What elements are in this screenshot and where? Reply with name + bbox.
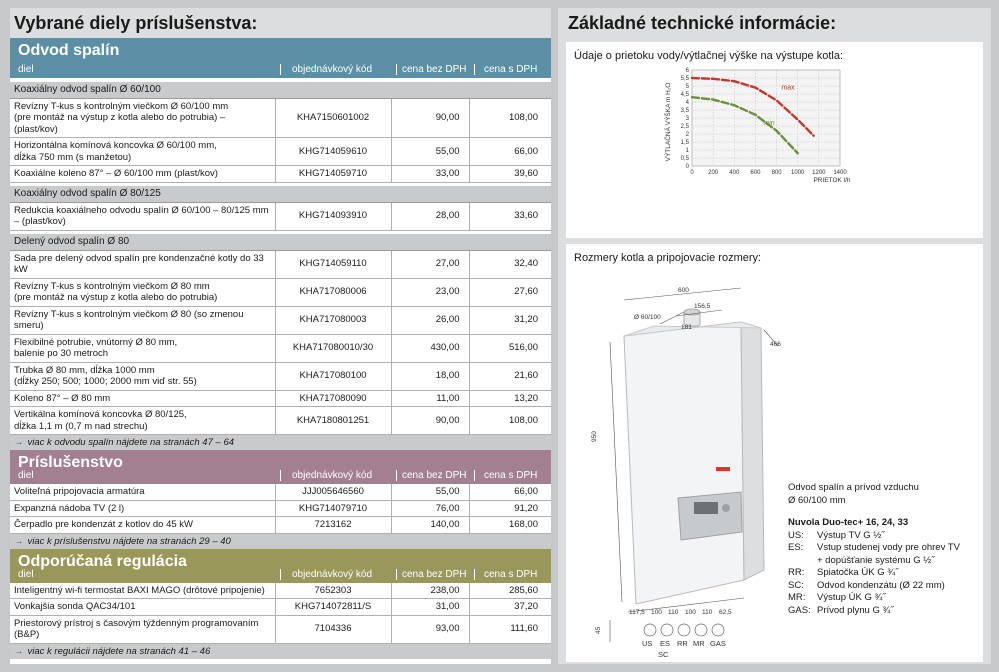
dim-width: 600 <box>678 287 689 294</box>
legend-row <box>788 567 983 580</box>
table-row <box>10 138 551 166</box>
x-tick-label: 1200 <box>812 170 826 176</box>
group-header: Koaxiálny odvod spalín Ø 80/125 <box>10 186 551 202</box>
price-gross: 37,20 <box>469 599 551 616</box>
order-code: KHA717080003 <box>275 306 391 334</box>
section-header <box>10 38 551 78</box>
price-gross: 285,60 <box>469 583 551 599</box>
connector-label: RR <box>677 639 688 648</box>
arrow-right-icon: → <box>14 645 24 657</box>
bottom-dim-label: 62,5 <box>719 609 732 616</box>
x-tick-label: 400 <box>729 170 740 176</box>
table-row <box>10 615 551 643</box>
y-tick-label: 3,5 <box>680 108 689 114</box>
price-gross: 516,00 <box>469 334 551 362</box>
dim-offset2: 181 <box>681 324 692 331</box>
price-net: 18,00 <box>391 362 469 390</box>
order-code: KHG714072811/S <box>275 599 391 616</box>
y-axis-label: VÝTLAČNÁ VÝŠKA m H₂O <box>665 82 672 162</box>
connector-label: SC <box>658 650 669 659</box>
x-tick-label: 1400 <box>833 170 847 176</box>
price-net: 76,00 <box>391 500 469 517</box>
price-net: 238,00 <box>391 583 469 599</box>
boiler-side <box>741 322 764 580</box>
price-gross: 21,60 <box>469 362 551 390</box>
section-columns <box>10 468 551 484</box>
price-net: 33,00 <box>391 166 469 183</box>
control-knob <box>722 504 730 512</box>
y-tick-label: 4 <box>685 100 689 106</box>
section-header <box>10 450 551 484</box>
part-name: Revízny T-kus s kontrolným viečkom Ø 80 mm (pre montáž na výstup z kotla alebo do potrubia) <box>10 278 275 306</box>
part-name: Vonkajšia sonda QAC34/101 <box>10 599 275 616</box>
legend-items <box>788 530 983 618</box>
table-row <box>10 599 551 616</box>
bottom-dim-label: 110 <box>702 609 713 616</box>
x-tick-label: 200 <box>708 170 719 176</box>
section-title: Odporúčaná regulácia <box>18 552 187 570</box>
price-net: 93,00 <box>391 615 469 643</box>
price-net: 23,00 <box>391 278 469 306</box>
connector-port <box>661 624 673 636</box>
price-gross: 111,60 <box>469 615 551 643</box>
legend-row <box>788 580 983 593</box>
part-name: Expanzná nádoba TV (2 l) <box>10 500 275 517</box>
order-code: 7652303 <box>275 583 391 599</box>
accessories-title: Vybrané diely príslušenstva: <box>10 8 551 38</box>
price-gross: 66,00 <box>469 138 551 166</box>
price-gross: 66,00 <box>469 484 551 500</box>
legend-key: ES: <box>788 542 804 553</box>
table-row <box>10 202 551 230</box>
part-name: Redukcia koaxiálneho odvodu spalín Ø 60/100 – 80/125 mm – (plast/kov) <box>10 202 275 230</box>
part-name: Priestorový prístroj s časovým týždenným programovaním (B&P) <box>10 615 275 643</box>
dimensions-caption: Rozmery kotla a pripojovacie rozmery: <box>574 252 762 264</box>
part-name: Horizontálna komínová koncovka Ø 60/100 mm, dĺžka 750 mm (s manžetou) <box>10 138 275 166</box>
price-gross: 31,20 <box>469 306 551 334</box>
legend-key: GAS: <box>788 604 811 616</box>
legend-key: US: <box>788 529 804 541</box>
y-tick-label: 5,5 <box>680 76 689 82</box>
price-net: 26,00 <box>391 306 469 334</box>
price-gross: 108,00 <box>469 98 551 138</box>
part-name: Vertikálna komínová koncovka Ø 80/125, dĺžka 1,1 m (0,7 m nad strechu) <box>10 407 275 435</box>
col-code: objednávkový kód <box>292 470 373 481</box>
part-name: Flexibilné potrubie, vnútorný Ø 80 mm, balenie po 30 metroch <box>10 334 275 362</box>
price-gross: 32,40 <box>469 250 551 278</box>
series-label: max <box>781 84 795 92</box>
price-net: 55,00 <box>391 484 469 500</box>
table-row <box>10 98 551 138</box>
flow-head-chart <box>566 62 983 238</box>
more-link[interactable]: → viac k príslušenstvu nájdete na stranách 29 – 40 <box>10 534 551 549</box>
boiler-front <box>624 322 744 604</box>
col-net: cena bez DPH <box>402 568 467 580</box>
col-part: diel <box>18 568 34 580</box>
table-row <box>10 407 551 435</box>
connector-label: US <box>642 639 653 648</box>
section-columns <box>10 62 551 78</box>
price-gross: 27,60 <box>469 278 551 306</box>
price-gross: 33,60 <box>469 202 551 230</box>
display <box>694 502 718 514</box>
x-axis-label: PRIETOK l/h <box>813 177 851 184</box>
y-tick-label: 6 <box>685 68 689 74</box>
table-row <box>10 517 551 534</box>
y-tick-label: 1 <box>685 148 689 154</box>
bottom-dim-label: 100 <box>651 609 662 616</box>
y-tick-label: 4,5 <box>680 92 689 98</box>
order-code: KHG714059610 <box>275 138 391 166</box>
legend-row <box>788 530 983 543</box>
price-net: 90,00 <box>391 98 469 138</box>
order-code: KHG714093910 <box>275 202 391 230</box>
order-code: JJJ005646560 <box>275 484 391 500</box>
col-part: diel <box>18 470 34 481</box>
part-name: Revízny T-kus s kontrolným viečkom Ø 60/100 mm (pre montáž na výstup z kotla alebo do potrubia) – (plast/kov) <box>10 98 275 138</box>
legend-key: SC: <box>788 579 804 591</box>
col-part: diel <box>18 64 34 75</box>
dim-diameter: Ø 60/100 <box>634 314 661 321</box>
col-net: cena bez DPH <box>402 470 467 481</box>
part-name: Trubka Ø 80 mm, dĺžka 1000 mm (dĺžky 250; 500; 1000; 2000 mm viď str. 55) <box>10 362 275 390</box>
y-tick-label: 0 <box>685 164 689 170</box>
part-name: Revízny T-kus s kontrolným viečkom Ø 80 (so zmenou smeru) <box>10 306 275 334</box>
series-label: min <box>763 119 775 127</box>
connector-port <box>712 624 724 636</box>
legend-row <box>788 542 983 567</box>
x-tick-label: 800 <box>771 170 782 176</box>
part-name: Sada pre delený odvod spalín pre kondenzačné kotly do 33 kW <box>10 250 275 278</box>
legend-value: Výstup TV G ½˝ <box>817 529 885 541</box>
table-row <box>10 334 551 362</box>
order-code: KHA717080090 <box>275 390 391 407</box>
table-row <box>10 484 551 500</box>
col-gross: cena s DPH <box>484 470 538 481</box>
table-row <box>10 166 551 183</box>
chart-caption: Údaje o prietoku vody/výtlačnej výške na výstupe kotla: <box>574 50 844 62</box>
col-net: cena bez DPH <box>402 64 467 75</box>
order-code: KHG714079710 <box>275 500 391 517</box>
accessories-panel <box>10 8 551 664</box>
connector-label: ES <box>660 639 671 648</box>
section-header <box>10 549 551 583</box>
table-row <box>10 390 551 407</box>
order-code: KHA717080010/30 <box>275 334 391 362</box>
group-header: Delený odvod spalín Ø 80 <box>10 234 551 250</box>
arrow-right-icon: → <box>14 437 24 448</box>
dim-depth: 466 <box>770 341 781 348</box>
dim-height: 950 <box>591 431 598 442</box>
bottom-dimensions <box>629 609 732 616</box>
connector-port <box>695 624 707 636</box>
chart-panel <box>566 42 983 238</box>
order-code: KHA717080006 <box>275 278 391 306</box>
boiler-body <box>624 309 764 604</box>
x-tick-label: 1000 <box>791 170 805 176</box>
section-title: Príslušenstvo <box>18 454 123 471</box>
y-tick-label: 1,5 <box>680 140 689 146</box>
order-code: KHA717080100 <box>275 362 391 390</box>
tech-info-panel <box>558 8 991 664</box>
control-panel <box>678 492 742 540</box>
dim-conn-height: 45 <box>595 626 602 634</box>
sections <box>10 38 551 659</box>
bottom-dim-label: 110 <box>668 609 679 616</box>
legend-value: Výstup ÚK G ¾˝ <box>817 592 886 603</box>
legend-value: Spiatočka ÚK G ¾˝ <box>817 567 899 578</box>
table-row <box>10 500 551 517</box>
more-link[interactable]: → viac k regulácii nájdete na stranách 41 – 46 <box>10 644 551 659</box>
x-tick-label: 0 <box>690 170 694 176</box>
part-name: Inteligentný wi-fi termostat BAXI MAGO (drôtové pripojenie) <box>10 583 275 599</box>
price-net: 27,00 <box>391 250 469 278</box>
y-tick-label: 3 <box>685 116 689 122</box>
legend-key: MR: <box>788 592 806 603</box>
price-gross: 13,20 <box>469 390 551 407</box>
connector-label: GAS <box>710 639 726 648</box>
dimensions-panel <box>566 244 983 662</box>
order-code: 7213162 <box>275 517 391 534</box>
price-net: 28,00 <box>391 202 469 230</box>
tech-info-title: Základné technické informácie: <box>558 8 991 38</box>
flue-note: Odvod spalín a prívod vzduchu Ø 60/100 mm <box>788 482 919 506</box>
connector-label: MR <box>693 639 705 648</box>
col-code: objednávkový kód <box>292 568 373 580</box>
legend-row <box>788 605 983 618</box>
price-net: 55,00 <box>391 138 469 166</box>
y-tick-label: 2 <box>685 132 689 138</box>
connectors <box>642 624 726 659</box>
y-tick-label: 5 <box>685 84 689 90</box>
y-tick-label: 0,5 <box>680 156 689 162</box>
price-table <box>10 78 551 435</box>
col-code: objednávkový kód <box>292 64 373 75</box>
part-name: Čerpadlo pre kondenzát z kotlov do 45 kW <box>10 517 275 534</box>
section-title: Odvod spalín <box>18 42 120 59</box>
brand-logo <box>716 467 730 471</box>
arrow-right-icon: → <box>14 535 24 547</box>
model-title: Nuvola Duo-tec+ 16, 24, 33 <box>788 517 909 528</box>
legend-value: Vstup studenej vody pre ohrev TV + dopúšťanie systému G ½˝ <box>817 542 960 566</box>
order-code: 7104336 <box>275 615 391 643</box>
part-name: Koleno 87° – Ø 80 mm <box>10 390 275 407</box>
table-row <box>10 583 551 599</box>
price-net: 140,00 <box>391 517 469 534</box>
col-gross: cena s DPH <box>484 568 538 580</box>
price-gross: 168,00 <box>469 517 551 534</box>
table-row <box>10 278 551 306</box>
order-code: KHG714059110 <box>275 250 391 278</box>
section-columns <box>10 567 551 583</box>
part-name: Koaxiálne koleno 87° – Ø 60/100 mm (plast/kov) <box>10 166 275 183</box>
group-header: Koaxiálny odvod spalín Ø 60/100 <box>10 82 551 98</box>
order-code: KHG714059710 <box>275 166 391 183</box>
price-gross: 108,00 <box>469 407 551 435</box>
price-table <box>10 484 551 534</box>
bottom-dim-label: 117,5 <box>629 609 645 616</box>
connection-legend <box>788 482 983 617</box>
price-net: 11,00 <box>391 390 469 407</box>
price-gross: 91,20 <box>469 500 551 517</box>
y-tick-label: 2,5 <box>680 124 689 130</box>
price-table <box>10 583 551 644</box>
part-name: Voliteľná pripojovacia armatúra <box>10 484 275 500</box>
connector-port <box>644 624 656 636</box>
x-tick-label: 600 <box>750 170 761 176</box>
bottom-dim-label: 100 <box>685 609 696 616</box>
legend-value: Prívod plynu G ¾˝ <box>817 604 894 616</box>
legend-key: RR: <box>788 567 805 578</box>
price-net: 31,00 <box>391 599 469 616</box>
price-gross: 39,60 <box>469 166 551 183</box>
table-row <box>10 250 551 278</box>
order-code: KHA7150601002 <box>275 98 391 138</box>
col-gross: cena s DPH <box>484 64 538 75</box>
legend-value: Odvod kondenzátu (Ø 22 mm) <box>817 579 945 591</box>
legend-row <box>788 592 983 605</box>
dim-offset1: 156,5 <box>694 303 711 310</box>
more-link[interactable]: → viac k odvodu spalín nájdete na stranách 47 – 64 <box>10 435 551 450</box>
order-code: KHA7180801251 <box>275 407 391 435</box>
price-net: 430,00 <box>391 334 469 362</box>
price-net: 90,00 <box>391 407 469 435</box>
table-row <box>10 306 551 334</box>
table-row <box>10 362 551 390</box>
connector-port <box>678 624 690 636</box>
